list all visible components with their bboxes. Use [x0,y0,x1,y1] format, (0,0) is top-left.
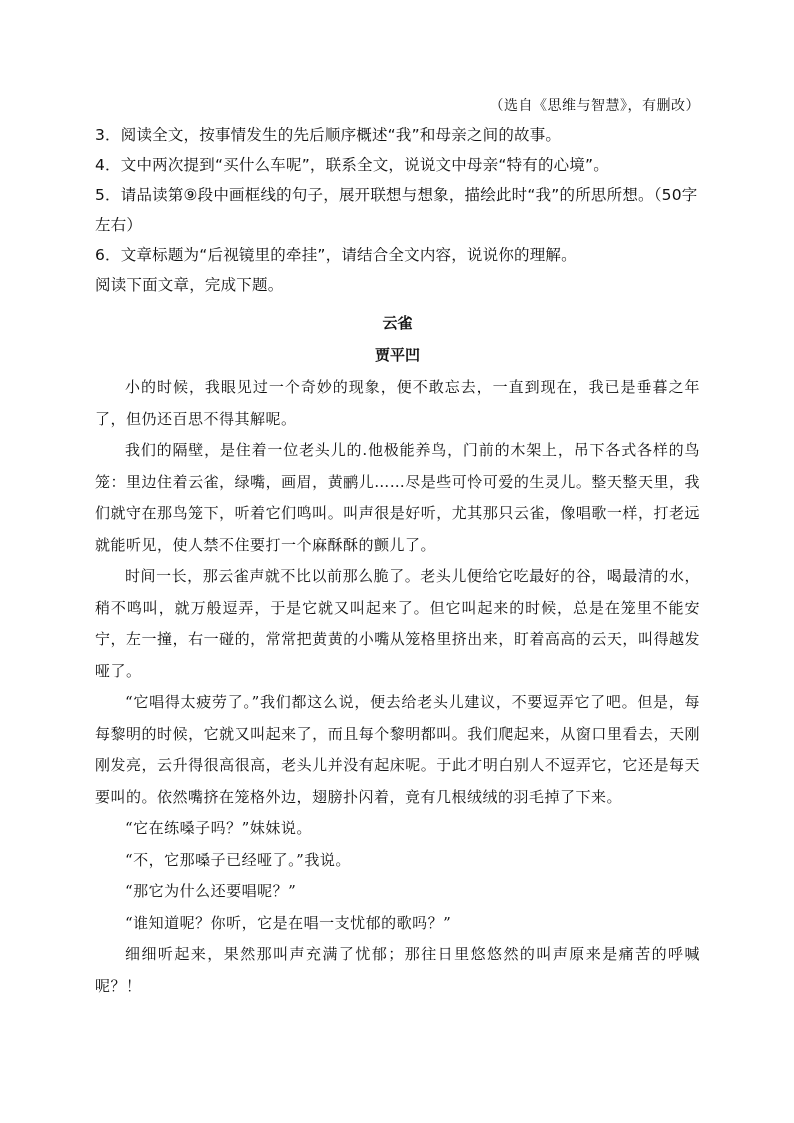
document-page [95,92,700,1002]
article-paragraph: 细细听起来，果然那叫声充满了忧郁；那往日里悠悠然的叫声原来是痛苦的呼喊呢？！ [95,945,700,995]
article-paragraph: “它唱得太疲劳了。”我们都这么说，便去给老头儿建议，不要逗弄它了吧。但是，每每黎明的时候，它就又叫起来了，而且每个黎明都叫。我们爬起来，从窗口里看去，天刚刚发亮，云升得很高很高，老头儿并没有起床呢。于此才明白别人不逗弄它，它还是每天要叫的。依然嘴挤在笼格外边，翅膀扑闪着，竟有几根绒绒的羽毛掉了下来。 [95,693,700,806]
article-paragraph: “那它为什么还要唱呢？” [125,882,297,900]
article-title: 云雀 [382,314,413,332]
article-paragraph: 时间一长，那云雀声就不比以前那么脆了。老头儿便给它吃最好的谷，喝最清的水，稍不鸣叫，就万般逗弄，于是它就又叫起来了。但它叫起来的时候，总是在笼里不能安宁，左一撞，右一碰的，常常把黄黄的小嘴从笼格里挤出来，盯着高高的云天，叫得越发哑了。 [95,567,700,680]
question-4: 4．文中两次提到“买什么车呢”，联系全文，说说文中母亲“特有的心境”。 [95,156,609,174]
reading-instruction: 阅读下面文章，完成下题。 [95,276,284,294]
article-paragraph: “它在练嗓子吗？”妹妹说。 [125,819,312,837]
question-3: 3．阅读全文，按事情发生的先后顺序概述“我”和母亲之间的故事。 [95,126,562,144]
question-6: 6．文章标题为“后视镜里的牵挂”，请结合全文内容，说说你的理解。 [95,246,577,264]
article-author: 贾平凹 [374,346,420,364]
article-paragraph: “谁知道呢？你听，它是在唱一支忧郁的歌吗？” [125,913,452,932]
article-paragraph: “不，它那嗓子已经哑了。”我说。 [125,850,351,869]
source-note: （选自《思维与智慧》，有删改） [489,98,700,114]
article-paragraph: 我们的隔壁，是住着一位老头儿的.他极能养鸟，门前的木架上，吊下各式各样的鸟笼：里边住着云雀，绿嘴，画眉，黄鹂儿……尽是些可怜可爱的生灵儿。整天整天里，我们就守在那鸟笼下，听着它们鸣叫。叫声很是好听，尤其那只云雀，像唱歌一样，打老远就能听见，使人禁不住要打一个麻酥酥的颤儿了。 [95,441,700,554]
article-paragraph: 小的时候，我眼见过一个奇妙的现象，便不敢忘去，一直到现在，我已是垂暮之年了，但仍还百思不得其解呢。 [95,378,700,428]
question-5: 5．请品读第⑨段中画框线的句子，展开联想与想象，描绘此时“我”的所思所想。（50字左右） [95,186,698,234]
